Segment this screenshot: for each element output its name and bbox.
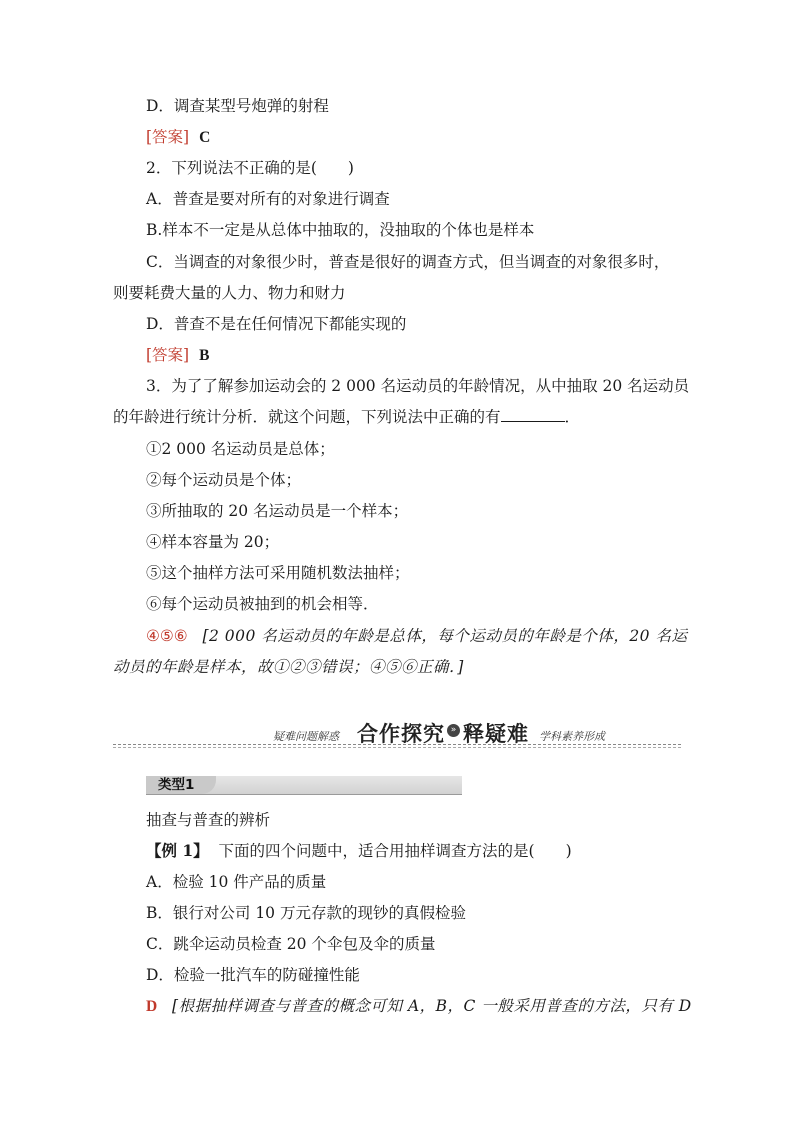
answer-2 (146, 345, 209, 366)
q3-statement-6: ⑥每个运动员被抽到的机会相等． (146, 595, 379, 613)
answer-3-line2: 动员的年龄是样本，故①②③错误；④⑤⑥正确．] (113, 658, 464, 676)
answer-1 (146, 127, 210, 148)
answer-tag: [答案] (146, 346, 190, 364)
q2-option-b: B.样本不一定是从总体中抽取的，没抽取的个体也是样本 (146, 221, 535, 239)
answer-value: D (146, 998, 158, 1015)
q3-statement-1: ①2 000 名运动员是总体； (146, 440, 335, 458)
type-tag-bar (146, 776, 462, 795)
banner-title-2: 释疑难 (463, 722, 529, 746)
answer-tag: [答案] (146, 128, 190, 146)
q3-statement-4: ④样本容量为 20； (146, 533, 280, 551)
example-question: 下面的四个问题中，适合用抽样调查方法的是( ) (218, 842, 572, 860)
q3-statement-2: ②每个运动员是个体； (146, 471, 302, 489)
question-2: 2．下列说法不正确的是( ) (146, 159, 354, 177)
answer-value: B (199, 347, 210, 364)
example-answer (146, 996, 692, 1017)
example-tag: 【例 1】 (146, 841, 209, 860)
section-banner (113, 718, 681, 750)
question-3-line2 (113, 407, 580, 427)
q3-statement-5: ⑤这个抽样方法可采用随机数法抽样； (146, 564, 410, 582)
double-arrow-icon: » (447, 724, 460, 737)
q2-option-c-line2: 则要耗费大量的人力、物力和财力 (113, 284, 346, 302)
question-3-period: ． (564, 408, 581, 426)
question-3-text: 的年龄进行统计分析．就这个问题，下列说法中正确的有 (113, 408, 501, 426)
answer-blank (501, 407, 565, 422)
q1-option-d: D．调查某型号炮弹的射程 (146, 97, 329, 115)
type-label: 类型1 (146, 776, 216, 794)
answer-explanation: [根据抽样调查与普查的概念可知 A，B，C 一般采用普查的方法，只有 D (171, 997, 692, 1015)
answer-explanation: [2 000 名运动员的年龄是总体，每个运动员的年龄是个体，20 名运 (202, 627, 688, 645)
answer-value: ④⑤⑥ (146, 627, 188, 645)
section-heading: 抽查与普查的辨析 (146, 811, 271, 829)
q2-option-a: A．普查是要对所有的对象进行调查 (146, 190, 390, 208)
banner-title-1: 合作探究 (357, 722, 445, 746)
answer-3-line1 (146, 626, 687, 646)
example-option-d: D．检验一批汽车的防碰撞性能 (146, 966, 360, 984)
example-1 (146, 841, 572, 861)
banner-right-caption: 学科素养形成 (539, 730, 605, 743)
q2-option-c-line1: C．当调查的对象很少时，普查是很好的调查方式，但当调查的对象很多时， (146, 253, 670, 271)
example-option-b: B．银行对公司 10 万元存款的现钞的真假检验 (146, 904, 466, 922)
q3-statement-3: ③所抽取的 20 名运动员是一个样本； (146, 502, 409, 520)
example-option-c: C．跳伞运动员检查 20 个伞包及伞的质量 (146, 935, 436, 953)
answer-value: C (199, 129, 211, 146)
question-3-line1: 3．为了了解参加运动会的 2 000 名运动员的年龄情况，从中抽取 20 名运动员 (146, 377, 690, 395)
banner-left-caption: 疑难问题解惑 (273, 730, 339, 743)
q2-option-d: D．普查不是在任何情况下都能实现的 (146, 315, 407, 333)
example-option-a: A．检验 10 件产品的质量 (146, 873, 327, 891)
